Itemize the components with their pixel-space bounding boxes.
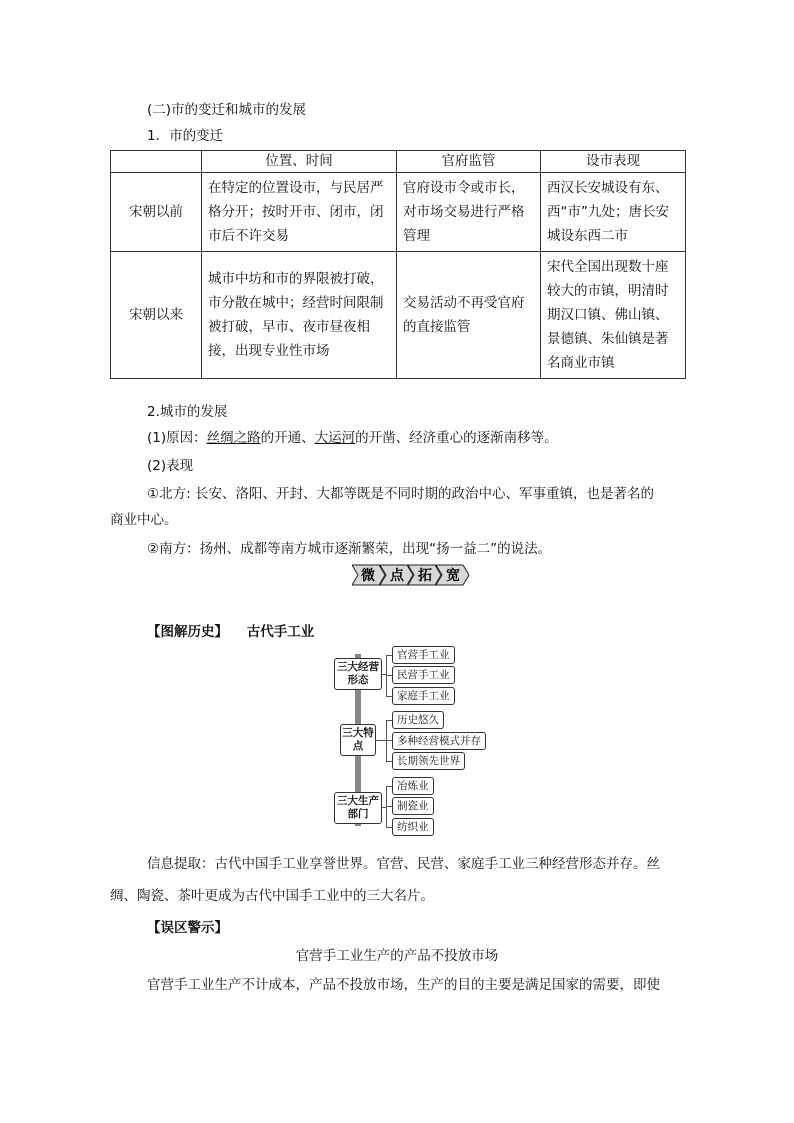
diagram-group-operation-forms: 三大经营形态 (334, 658, 382, 690)
reason-silk-road: 丝绸之路 (206, 430, 261, 446)
banner-char: 宽 (446, 568, 460, 584)
table-header-row (111, 151, 686, 173)
table-cell: 交易活动不再受官府的直接监管 (397, 252, 541, 379)
table-header-cell: 位置、时间 (202, 151, 397, 173)
subsection-heading-city: 2.城市的发展 (147, 404, 228, 420)
section-heading: (二)市的变迁和城市的发展 (147, 102, 307, 118)
row-label: 宋朝以来 (111, 252, 202, 379)
table-cell: 西汉长安城设有东、西“市”九处；唐长安城设东西二市 (541, 173, 686, 252)
warning-text: 官营手工业生产不计成本，产品不投放市场，生产的目的主要是满足国家的需要，即使 (147, 977, 660, 993)
diagram-item: 历史悠久 (392, 711, 444, 729)
table-row (111, 173, 686, 252)
diagram-item: 长期领先世界 (392, 752, 465, 770)
diagram-item: 官营手工业 (392, 646, 455, 664)
section-banner (352, 564, 470, 586)
table-cell: 宋代全国出现数十座较大的市镇，明清时期汉口镇、佛山镇、景德镇、朱仙镇是著名商业市镇 (541, 252, 686, 379)
info-extraction-line1: 信息提取：古代中国手工业享誉世界。官营、民营、家庭手工业三种经营形态并存。丝 (147, 856, 660, 872)
table-header-cell: 设市表现 (541, 151, 686, 173)
warning-tag: 【误区警示】 (147, 920, 228, 936)
diagram-connector (376, 740, 386, 741)
south-text: ②南方：扬州、成都等南方城市逐渐繁荣，出现“扬一益二”的说法。 (147, 541, 552, 557)
diagram-connector (382, 807, 386, 808)
north-text-line2: 商业中心。 (110, 512, 178, 528)
banner-char: 点 (390, 568, 404, 584)
diagram-group-features: 三大特点 (340, 724, 376, 756)
diagram-item: 家庭手工业 (392, 687, 455, 705)
subsection-heading-market: 1．市的变迁 (147, 128, 224, 144)
diagram-item: 多种经营模式并存 (392, 732, 486, 750)
diagram-group-production-sectors: 三大生产部门 (334, 792, 382, 824)
diagram-item: 冶炼业 (392, 777, 434, 795)
performance-heading: (2)表现 (147, 458, 194, 474)
reason-prefix: (1)原因： (147, 430, 207, 446)
diagram-item: 制瓷业 (392, 797, 434, 815)
warning-title: 官营手工业生产的产品不投放市场 (295, 948, 499, 964)
table-header-cell: 官府监管 (397, 151, 541, 173)
row-label: 宋朝以前 (111, 173, 202, 252)
illustrated-history-heading (147, 620, 314, 640)
info-extraction-line2: 绸、陶瓷、茶叶更成为古代中国手工业中的三大名片。 (110, 888, 434, 904)
reason-line (147, 426, 558, 446)
diagram-item: 纺织业 (392, 818, 434, 836)
reason-text: 的开通、 (260, 430, 315, 446)
table-cell: 官府设市令或市长，对市场交易进行严格管理 (397, 173, 541, 252)
illustrated-history-title: 古代手工业 (246, 624, 315, 640)
north-text-line1: ①北方: 长安、洛阳、开封、大都等既是不同时期的政治中心、军事重镇，也是著名的 (147, 486, 654, 502)
diagram-item: 民营手工业 (392, 666, 455, 684)
banner-char: 拓 (418, 568, 432, 584)
table-cell: 在特定的位置设市，与民居严格分开；按时开市、闭市，闭市后不许交易 (202, 173, 397, 252)
market-change-table (110, 150, 686, 379)
illustrated-history-tag: 【图解历史】 (147, 624, 228, 640)
table-header-cell (111, 151, 202, 173)
reason-text-end: 的开凿、经济重心的逐渐南移等。 (355, 430, 558, 446)
banner-chevron (352, 565, 385, 585)
banner-char: 微 (361, 568, 375, 584)
table-row (111, 252, 686, 379)
table-cell: 城市中坊和市的界限被打破，市分散在城中；经营时间限制被打破，早市、夜市昼夜相接，出现专业性市场 (202, 252, 397, 379)
handicraft-diagram (334, 644, 494, 836)
reason-grand-canal: 大运河 (314, 430, 356, 446)
